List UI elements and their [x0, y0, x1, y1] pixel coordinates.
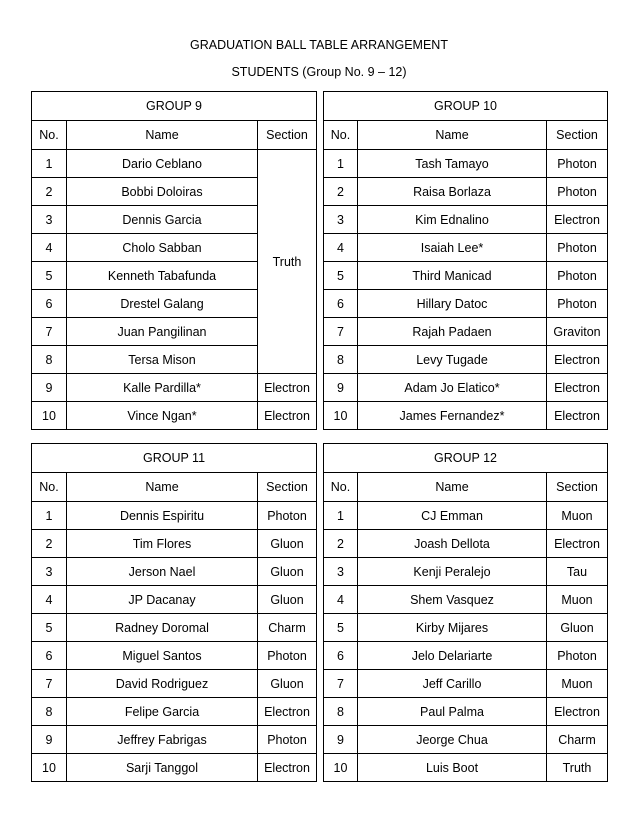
- student-name: Jelo Delariarte: [358, 642, 547, 670]
- column-header-section: Section: [258, 121, 317, 150]
- student-name: Jerson Nael: [67, 558, 258, 586]
- group-9-table: [31, 91, 317, 430]
- table-row: [324, 234, 608, 262]
- student-name: Dennis Espiritu: [67, 502, 258, 530]
- student-section: Charm: [547, 726, 608, 754]
- row-number: 6: [324, 642, 358, 670]
- row-number: 7: [324, 318, 358, 346]
- student-name: Tim Flores: [67, 530, 258, 558]
- group-title: GROUP 11: [32, 444, 317, 473]
- student-section: Gluon: [258, 530, 317, 558]
- student-name: Shem Vasquez: [358, 586, 547, 614]
- row-number: 9: [324, 726, 358, 754]
- group-title-row: [32, 92, 317, 121]
- column-header-row: [32, 121, 317, 150]
- student-name: Miguel Santos: [67, 642, 258, 670]
- student-section: Photon: [258, 726, 317, 754]
- table-row: [32, 726, 317, 754]
- group-title-row: [324, 92, 608, 121]
- row-number: 1: [32, 150, 67, 178]
- table-row: [32, 670, 317, 698]
- table-row: [324, 346, 608, 374]
- column-header-name: Name: [358, 121, 547, 150]
- student-name: Kirby Mijares: [358, 614, 547, 642]
- student-name: Levy Tugade: [358, 346, 547, 374]
- table-row: [324, 374, 608, 402]
- column-header-section: Section: [547, 121, 608, 150]
- group-12-table: [323, 443, 608, 782]
- student-name: Radney Doromal: [67, 614, 258, 642]
- row-number: 2: [32, 178, 67, 206]
- column-header-name: Name: [67, 121, 258, 150]
- table-row: [324, 178, 608, 206]
- student-name: Jeorge Chua: [358, 726, 547, 754]
- student-name: Kenji Peralejo: [358, 558, 547, 586]
- row-number: 4: [324, 586, 358, 614]
- row-number: 5: [324, 262, 358, 290]
- document-subtitle: STUDENTS (Group No. 9 – 12): [231, 65, 407, 79]
- student-section: Charm: [258, 614, 317, 642]
- student-section: Graviton: [547, 318, 608, 346]
- table-row: [324, 402, 608, 430]
- row-number: 6: [324, 290, 358, 318]
- student-section: Electron: [258, 754, 317, 782]
- student-section: Gluon: [258, 670, 317, 698]
- table-row: [324, 726, 608, 754]
- student-section: Muon: [547, 670, 608, 698]
- student-section: Gluon: [258, 558, 317, 586]
- student-section: Photon: [547, 178, 608, 206]
- column-header-no: No.: [324, 121, 358, 150]
- row-number: 10: [32, 754, 67, 782]
- column-header-row: [324, 121, 608, 150]
- table-row: [32, 558, 317, 586]
- group-title-row: [324, 444, 608, 473]
- student-name: Drestel Galang: [67, 290, 258, 318]
- student-section: Electron: [547, 374, 608, 402]
- student-name: Third Manicad: [358, 262, 547, 290]
- column-header-no: No.: [32, 121, 67, 150]
- row-number: 3: [324, 558, 358, 586]
- row-number: 8: [32, 346, 67, 374]
- row-number: 7: [324, 670, 358, 698]
- table-row: [32, 614, 317, 642]
- column-header-no: No.: [32, 473, 67, 502]
- student-section: Electron: [258, 374, 317, 402]
- student-section: Electron: [547, 206, 608, 234]
- group-title: GROUP 12: [324, 444, 608, 473]
- column-header-section: Section: [258, 473, 317, 502]
- row-number: 8: [324, 698, 358, 726]
- table-row: [32, 402, 317, 430]
- student-name: Sarji Tanggol: [67, 754, 258, 782]
- table-row: [324, 586, 608, 614]
- student-name: Hillary Datoc: [358, 290, 547, 318]
- table-row: [324, 642, 608, 670]
- table-row: [324, 290, 608, 318]
- student-name: Jeff Carillo: [358, 670, 547, 698]
- student-name: CJ Emman: [358, 502, 547, 530]
- table-row: [324, 150, 608, 178]
- student-name: JP Dacanay: [67, 586, 258, 614]
- row-number: 7: [32, 318, 67, 346]
- row-number: 2: [324, 178, 358, 206]
- student-section: Gluon: [258, 586, 317, 614]
- student-section: Electron: [258, 402, 317, 430]
- row-number: 1: [32, 502, 67, 530]
- student-name: Jeffrey Fabrigas: [67, 726, 258, 754]
- student-section: Photon: [258, 642, 317, 670]
- student-name: Cholo Sabban: [67, 234, 258, 262]
- row-number: 4: [32, 234, 67, 262]
- student-name: Dennis Garcia: [67, 206, 258, 234]
- student-name: Adam Jo Elatico*: [358, 374, 547, 402]
- group-11-table: [31, 443, 317, 782]
- column-header-name: Name: [67, 473, 258, 502]
- student-name: Dario Ceblano: [67, 150, 258, 178]
- student-section-merged: Truth: [258, 150, 317, 374]
- student-section: Photon: [547, 642, 608, 670]
- document-title: GRADUATION BALL TABLE ARRANGEMENT: [190, 38, 448, 52]
- student-section: Gluon: [547, 614, 608, 642]
- student-name: Tash Tamayo: [358, 150, 547, 178]
- student-name: Kenneth Tabafunda: [67, 262, 258, 290]
- student-section: Photon: [547, 234, 608, 262]
- student-name: Bobbi Doloiras: [67, 178, 258, 206]
- table-row: [32, 502, 317, 530]
- row-number: 1: [324, 150, 358, 178]
- student-section: Electron: [547, 346, 608, 374]
- table-row: [324, 754, 608, 782]
- table-row: [324, 614, 608, 642]
- student-section: Electron: [547, 698, 608, 726]
- row-number: 10: [324, 754, 358, 782]
- student-name: Juan Pangilinan: [67, 318, 258, 346]
- row-number: 4: [32, 586, 67, 614]
- row-number: 5: [32, 614, 67, 642]
- student-name: Vince Ngan*: [67, 402, 258, 430]
- student-section: Photon: [547, 150, 608, 178]
- column-header-no: No.: [324, 473, 358, 502]
- row-number: 2: [324, 530, 358, 558]
- student-section: Tau: [547, 558, 608, 586]
- row-number: 1: [324, 502, 358, 530]
- group-title-row: [32, 444, 317, 473]
- table-row: [324, 262, 608, 290]
- row-number: 3: [32, 558, 67, 586]
- table-row: [324, 530, 608, 558]
- table-row: [32, 150, 317, 178]
- table-row: [324, 206, 608, 234]
- row-number: 8: [32, 698, 67, 726]
- table-row: [324, 558, 608, 586]
- row-number: 3: [32, 206, 67, 234]
- column-header-row: [324, 473, 608, 502]
- student-section: Photon: [547, 290, 608, 318]
- table-row: [32, 586, 317, 614]
- column-header-name: Name: [358, 473, 547, 502]
- row-number: 5: [32, 262, 67, 290]
- student-section: Muon: [547, 586, 608, 614]
- student-section: Photon: [547, 262, 608, 290]
- student-name: Tersa Mison: [67, 346, 258, 374]
- table-row: [32, 530, 317, 558]
- table-row: [32, 698, 317, 726]
- student-section: Muon: [547, 502, 608, 530]
- row-number: 9: [32, 726, 67, 754]
- group-10-table: [323, 91, 608, 430]
- group-title: GROUP 9: [32, 92, 317, 121]
- table-row: [32, 642, 317, 670]
- table-row: [324, 502, 608, 530]
- row-number: 10: [324, 402, 358, 430]
- row-number: 3: [324, 206, 358, 234]
- student-name: Raisa Borlaza: [358, 178, 547, 206]
- student-name: Paul Palma: [358, 698, 547, 726]
- table-row: [324, 318, 608, 346]
- student-section: Photon: [258, 502, 317, 530]
- row-number: 2: [32, 530, 67, 558]
- student-section: Truth: [547, 754, 608, 782]
- row-number: 6: [32, 290, 67, 318]
- table-row: [324, 698, 608, 726]
- student-name: Felipe Garcia: [67, 698, 258, 726]
- student-name: Joash Dellota: [358, 530, 547, 558]
- student-name: James Fernandez*: [358, 402, 547, 430]
- table-row: [32, 374, 317, 402]
- student-section: Electron: [258, 698, 317, 726]
- row-number: 10: [32, 402, 67, 430]
- student-name: Isaiah Lee*: [358, 234, 547, 262]
- student-name: Kalle Pardilla*: [67, 374, 258, 402]
- row-number: 5: [324, 614, 358, 642]
- student-section: Electron: [547, 402, 608, 430]
- group-title: GROUP 10: [324, 92, 608, 121]
- student-name: David Rodriguez: [67, 670, 258, 698]
- student-name: Luis Boot: [358, 754, 547, 782]
- row-number: 8: [324, 346, 358, 374]
- column-header-row: [32, 473, 317, 502]
- row-number: 9: [32, 374, 67, 402]
- student-name: Kim Ednalino: [358, 206, 547, 234]
- student-name: Rajah Padaen: [358, 318, 547, 346]
- student-section: Electron: [547, 530, 608, 558]
- column-header-section: Section: [547, 473, 608, 502]
- row-number: 6: [32, 642, 67, 670]
- table-row: [324, 670, 608, 698]
- row-number: 7: [32, 670, 67, 698]
- table-row: [32, 754, 317, 782]
- row-number: 4: [324, 234, 358, 262]
- row-number: 9: [324, 374, 358, 402]
